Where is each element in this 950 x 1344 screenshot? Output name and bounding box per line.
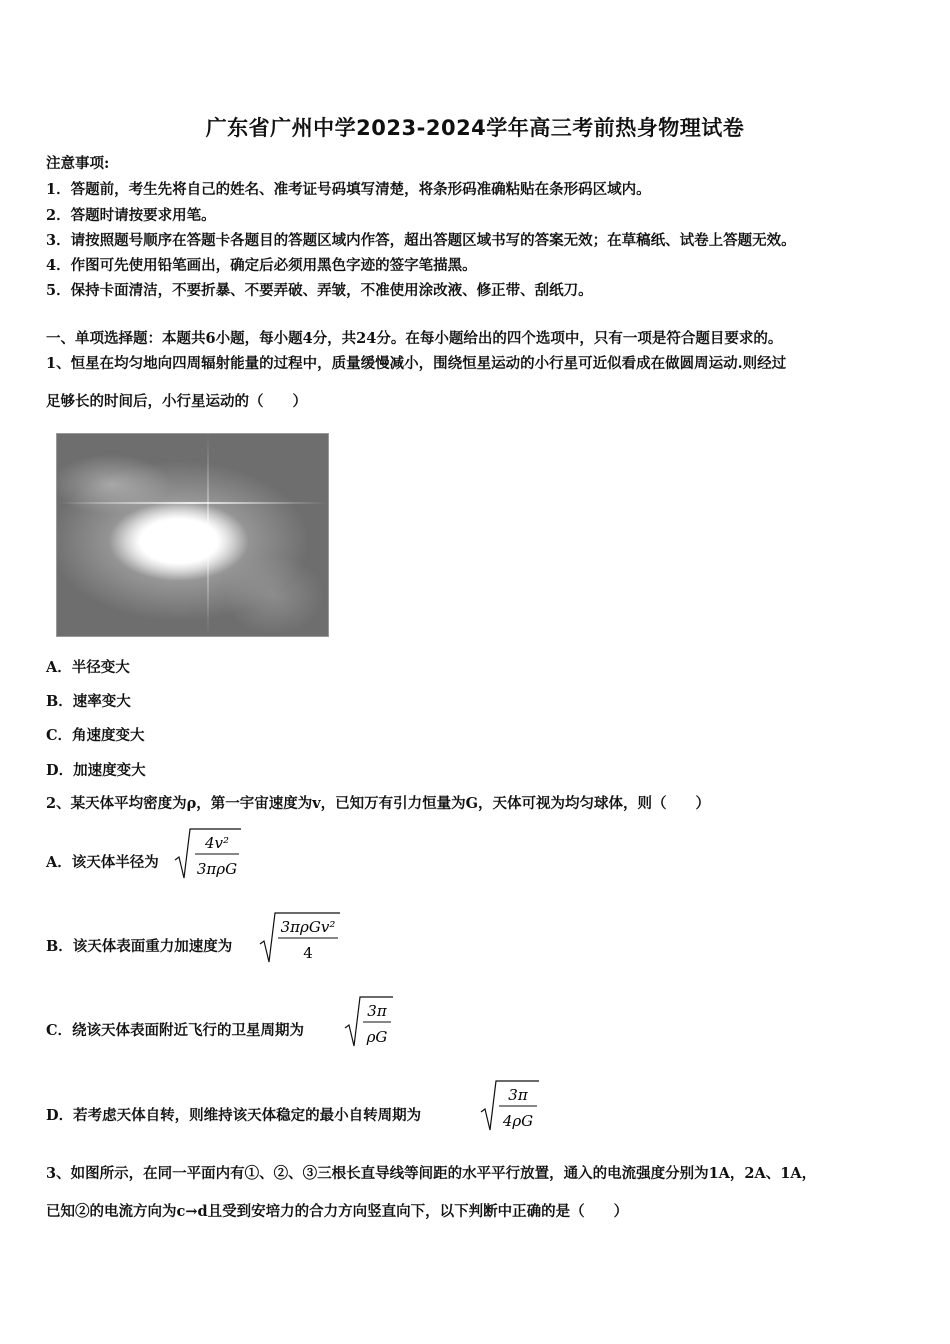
notice-item: 2．答题时请按要求用笔。: [46, 207, 216, 224]
q2-option-a-formula: [173, 826, 243, 882]
notice-heading: 注意事项:: [46, 155, 110, 172]
notice-item: 3．请按照题号顺序在答题卡各题目的答题区域内作答，超出答题区域书写的答案无效；在草稿纸、试卷上答题无效。: [46, 232, 796, 249]
section-heading: 一、单项选择题：本题共6小题，每小题4分，共24分。在每小题给出的四个选项中，只有一项是符合题目要求的。: [46, 330, 783, 347]
question-1-stem-cont: 足够长的时间后，小行星运动的（ ）: [46, 393, 307, 410]
q1-option-d: D．加速度变大: [46, 762, 146, 779]
q1-option-a: A．半径变大: [46, 659, 130, 676]
star-photo: [56, 433, 329, 637]
q2-option-c-formula: [343, 994, 395, 1050]
q2-option-b-denominator: 4: [303, 944, 313, 962]
q2-option-a-numerator: 4v²: [204, 834, 230, 852]
question-3-stem: 3、如图所示，在同一平面内有①、②、③三根长直导线等间距的水平平行放置，通入的电流强度分别为1A，2A、1A，: [46, 1165, 817, 1182]
question-3-stem-cont: 已知②的电流方向为c→d且受到安培力的合力方向竖直向下，以下判断中正确的是（ ）: [46, 1203, 629, 1220]
question-2-stem: 2、某天体平均密度为ρ，第一宇宙速度为v，已知万有引力恒量为G，天体可视为均匀球体，则（ ）: [46, 795, 711, 812]
notice-item: 5．保持卡面清洁，不要折暴、不要弄破、弄皱，不准使用涂改液、修正带、刮纸刀。: [46, 282, 593, 299]
q2-option-a-label: A．该天体半径为: [46, 854, 159, 871]
q2-option-c-numerator: 3π: [367, 1002, 387, 1020]
q2-option-b-label: B．该天体表面重力加速度为: [46, 938, 233, 955]
q1-option-c: C．角速度变大: [46, 727, 145, 744]
q2-option-d-numerator: 3π: [508, 1086, 528, 1104]
q2-option-d-formula: [479, 1078, 541, 1134]
q1-option-b: B．速率变大: [46, 693, 131, 710]
notice-item: 1．答题前，考生先将自己的姓名、准考证号码填写清楚，将条形码准确粘贴在条形码区域内。: [46, 181, 651, 198]
notice-item: 4．作图可先使用铅笔画出，确定后必须用黑色字迹的签字笔描黑。: [46, 257, 477, 274]
q2-option-b-numerator: 3πρGv²: [280, 918, 336, 936]
q2-option-c-denominator: ρG: [366, 1028, 388, 1046]
q2-option-d-denominator: 4ρG: [502, 1112, 534, 1130]
q2-option-b-formula: [258, 910, 342, 966]
q2-option-d-label: D．若考虑天体自转，则维持该天体稳定的最小自转周期为: [46, 1107, 422, 1124]
page-title: 广东省广州中学2023-2024学年高三考前热身物理试卷: [205, 116, 745, 140]
q2-option-c-label: C．绕该天体表面附近飞行的卫星周期为: [46, 1022, 305, 1039]
question-1-stem: 1、恒星在均匀地向四周辐射能量的过程中，质量缓慢减小，围绕恒星运动的小行星可近似看成在做圆周运动.则经过: [46, 355, 787, 372]
q2-option-a-denominator: 3πρG: [196, 860, 238, 878]
